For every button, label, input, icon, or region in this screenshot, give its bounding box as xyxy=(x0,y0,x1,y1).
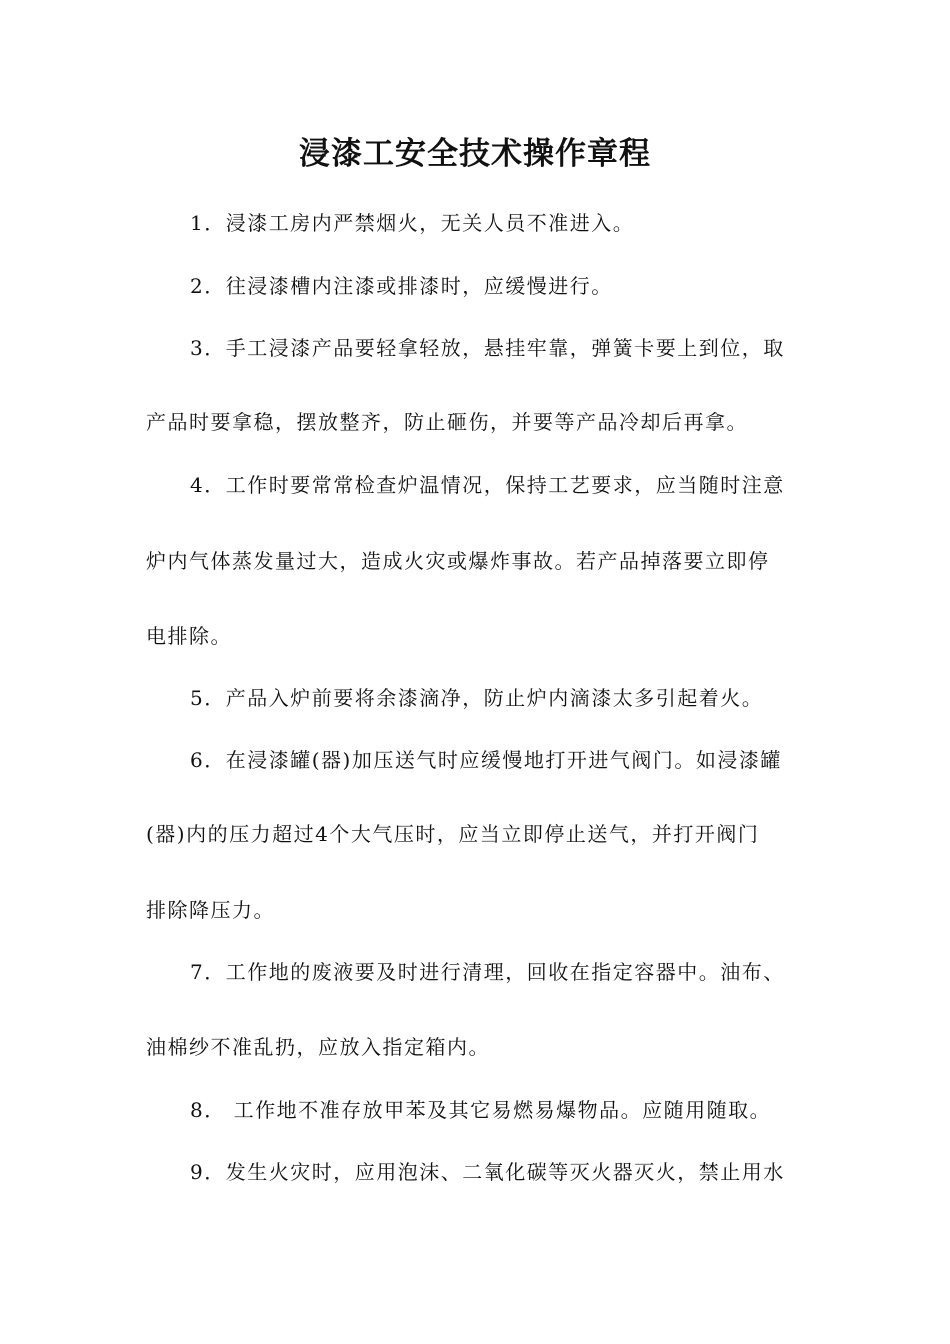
paragraph-6-line-3: 排除降压力。 xyxy=(146,898,275,922)
paragraph-6-line-1: 6．在浸漆罐(器)加压送气时应缓慢地打开进气阀门。如浸漆罐 xyxy=(190,748,782,772)
paragraph-3-line-2: 产品时要拿稳，摆放整齐，防止砸伤，并要等产品冷却后再拿。 xyxy=(146,410,748,434)
paragraph-4-line-3: 电排除。 xyxy=(146,624,232,648)
paragraph-2-line-1: 2．往浸漆槽内注漆或排漆时，应缓慢进行。 xyxy=(190,274,613,298)
paragraph-4-line-2: 炉内气体蒸发量过大，造成火灾或爆炸事故。若产品掉落要立即停 xyxy=(146,549,770,573)
paragraph-8-line-1: 8． 工作地不准存放甲苯及其它易燃易爆物品。应随用随取。 xyxy=(190,1098,772,1122)
paragraph-1-line-1: 1．浸漆工房内严禁烟火，无关人员不准进入。 xyxy=(190,211,635,235)
paragraph-7-line-2: 油棉纱不准乱扔，应放入指定箱内。 xyxy=(146,1035,490,1059)
paragraph-6-line-2: (器)内的压力超过4个大气压时，应当立即停止送气，并打开阀门 xyxy=(146,822,760,846)
paragraph-7-line-1: 7．工作地的废液要及时进行清理，回收在指定容器中。油布、 xyxy=(190,960,785,984)
paragraph-5-line-1: 5．产品入炉前要将余漆滴净，防止炉内滴漆太多引起着火。 xyxy=(190,686,764,710)
document-title: 浸漆工安全技术操作章程 xyxy=(299,136,651,172)
paragraph-9-line-1: 9．发生火灾时，应用泡沫、二氧化碳等灭火器灭火，禁止用水 xyxy=(190,1160,785,1184)
paragraph-4-line-1: 4．工作时要常常检查炉温情况，保持工艺要求，应当随时注意 xyxy=(190,473,785,497)
paragraph-3-line-1: 3．手工浸漆产品要轻拿轻放，悬挂牢靠，弹簧卡要上到位，取 xyxy=(190,336,785,360)
